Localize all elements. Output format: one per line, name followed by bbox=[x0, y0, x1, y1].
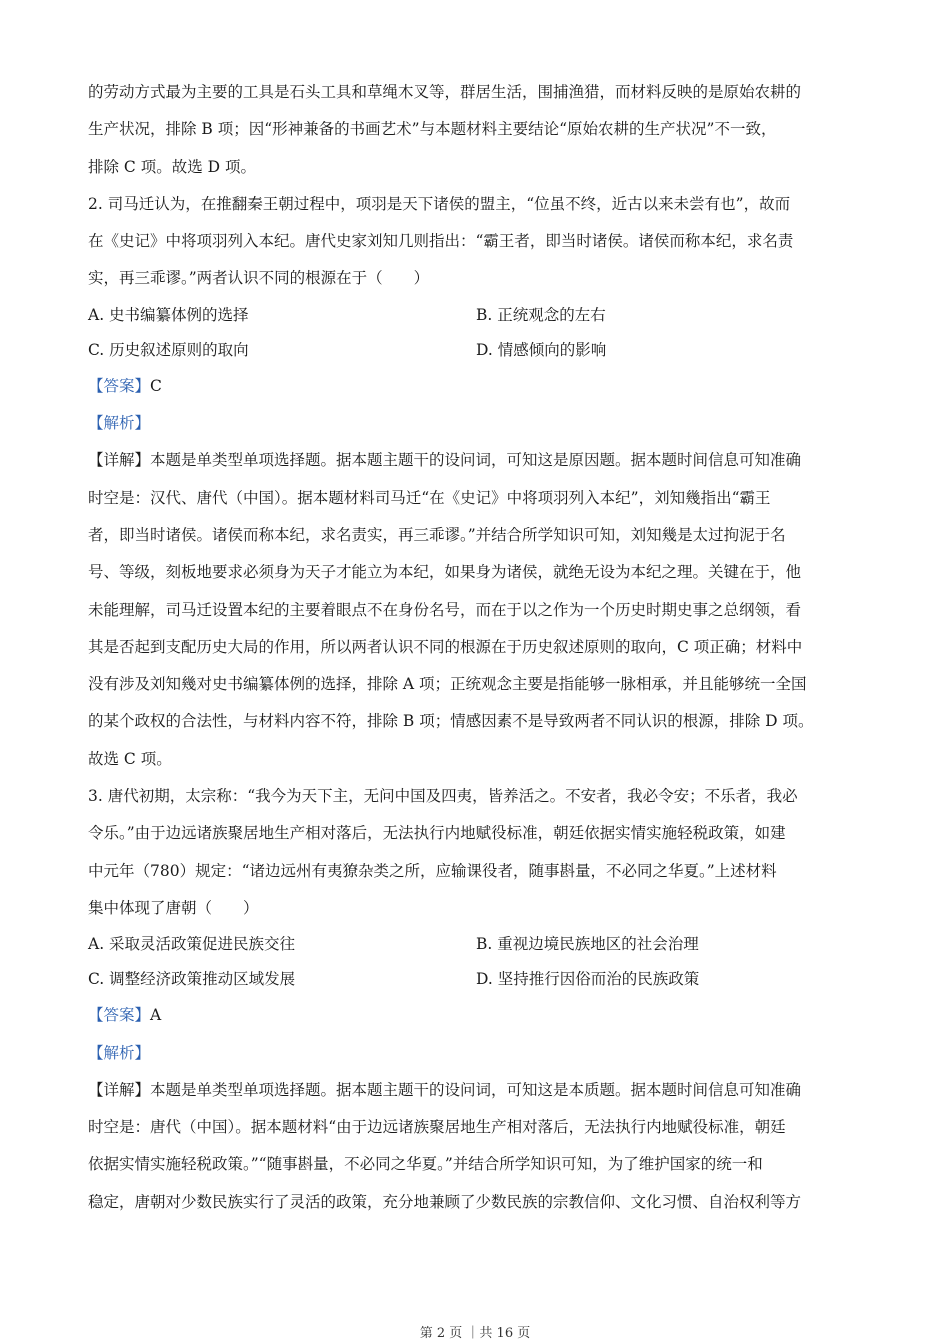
q3-option-d: D. 坚持推行因俗而治的民族政策 bbox=[476, 970, 700, 989]
q2-detail-line: 的某个政权的合法性，与材料内容不符，排除 B 项；情感因素不是导致两者不同认识的根源，排除 D 项。 bbox=[88, 712, 814, 731]
detail-tag: 【详解】 bbox=[88, 1080, 151, 1099]
intro-line: 排除 C 项。故选 D 项。 bbox=[88, 157, 256, 176]
q2-option-b: B. 正统观念的左右 bbox=[476, 305, 606, 324]
q2-options-row bbox=[88, 298, 860, 333]
q2-detail-line: 号、等级，刻板地要求必须身为天子才能立为本纪，如果身为诸侯，就绝无设为本纪之理。关键在于，他 bbox=[88, 563, 802, 582]
q3-options-row bbox=[88, 962, 860, 997]
q2-detail-line: 未能理解，司马迁设置本纪的主要着眼点不在身份名号，而在于以之作为一个历史时期史事之总纲领，看 bbox=[88, 600, 802, 619]
q2-detail-line: 其是否起到支配历史大局的作用，所以两者认识不同的根源在于历史叙述原则的取向，C 项正确；材料中 bbox=[88, 637, 803, 656]
q3-answer bbox=[88, 997, 860, 1034]
q2-answer bbox=[88, 368, 860, 405]
q3-detail-line bbox=[88, 1072, 860, 1109]
question-3 bbox=[88, 778, 860, 1221]
analysis-tag: 【解析】 bbox=[88, 1043, 151, 1062]
detail-text: 本题是单类型单项选择题。据本题主题干的设问词，可知这是本质题。据本题时间信息可知准确 bbox=[150, 1080, 802, 1099]
analysis-tag: 【解析】 bbox=[88, 414, 151, 433]
q2-option-a: A. 史书编纂体例的选择 bbox=[88, 305, 249, 324]
page-footer: 第 2 页 ｜共 16 页 bbox=[419, 1326, 531, 1341]
q2-detail-line: 故选 C 项。 bbox=[88, 749, 172, 768]
answer-value: A bbox=[150, 1006, 162, 1025]
q3-stem-line: 令乐。”由于边远诸族聚居地生产相对落后，无法执行内地赋役标准，朝廷依据实情实施轻税政策，如建 bbox=[88, 824, 786, 843]
intro-line: 生产状况，排除 B 项；因“形神兼备的书画艺术”与本题材料主要结论“原始农耕的生产状况”不一致， bbox=[88, 120, 777, 139]
q3-options-row bbox=[88, 927, 860, 962]
q3-detail-line: 稳定，唐朝对少数民族实行了灵活的政策，充分地兼顾了少数民族的宗教信仰、文化习惯、自治权利等方 bbox=[88, 1192, 802, 1211]
q3-option-c: C. 调整经济政策推动区域发展 bbox=[88, 970, 296, 989]
q2-detail-line: 时空是：汉代、唐代（中国）。据本题材料司马迁“在《史记》中将项羽列入本纪”，刘知幾指出“霸王 bbox=[88, 488, 771, 507]
q3-detail-line: 依据实情实施轻税政策。”“随事斟量，不必同之华夏。”并结合所学知识可知，为了维护国家的统一和 bbox=[88, 1155, 763, 1174]
detail-text: 本题是单类型单项选择题。据本题主题干的设问词，可知这是原因题。据本题时间信息可知准确 bbox=[150, 451, 802, 470]
detail-tag: 【详解】 bbox=[88, 451, 151, 470]
q2-stem-line: 在《史记》中将项羽列入本纪。唐代史家刘知几则指出：“霸王者，即当时诸侯。诸侯而称本纪，求名责 bbox=[88, 232, 794, 251]
q2-options-row bbox=[88, 333, 860, 368]
q2-detail-line: 者，即当时诸侯。诸侯而称本纪，求名责实，再三乖谬。”并结合所学知识可知，刘知幾是太过拘泥于名 bbox=[88, 525, 786, 544]
q3-option-b: B. 重视边境民族地区的社会治理 bbox=[476, 935, 699, 954]
q2-detail-line: 没有涉及刘知幾对史书编纂体例的选择，排除 A 项；正统观念主要是指能够一脉相承，并且能够统一全国 bbox=[88, 675, 807, 694]
q3-stem-line: 3. 唐代初期，太宗称：“我今为天下主，无问中国及四夷，皆养活之。不安者，我必令安；不乐者，我必 bbox=[88, 787, 798, 806]
q3-option-a: A. 采取灵活政策促进民族交往 bbox=[88, 935, 296, 954]
question-2 bbox=[88, 186, 860, 778]
answer-tag: 【答案】 bbox=[88, 1006, 151, 1025]
document-body bbox=[88, 74, 860, 1221]
q3-stem-line: 中元年（780）规定：“诸边远州有夷獠杂类之所，应输课役者，随事斟量，不必同之华夏。”上述材料 bbox=[88, 861, 777, 880]
intro-line: 的劳动方式最为主要的工具是石头工具和草绳木叉等，群居生活，围捕渔猎，而材料反映的是原始农耕的 bbox=[88, 83, 802, 101]
answer-tag: 【答案】 bbox=[88, 376, 151, 395]
q2-detail-line bbox=[88, 442, 860, 479]
q2-stem-line: 实，再三乖谬。”两者认识不同的根源在于（ ） bbox=[88, 269, 430, 288]
answer-value: C bbox=[150, 376, 162, 395]
q2-option-d: D. 情感倾向的影响 bbox=[476, 340, 607, 359]
q2-option-c: C. 历史叙述原则的取向 bbox=[88, 340, 249, 359]
q2-stem-line: 2. 司马迁认为，在推翻秦王朝过程中，项羽是天下诸侯的盟主，“位虽不终，近古以来未尝有也”，故而 bbox=[88, 194, 791, 213]
q3-detail-line: 时空是：唐代（中国）。据本题材料“由于边远诸族聚居地生产相对落后，无法执行内地赋役标准，朝廷 bbox=[88, 1118, 786, 1137]
q2-analysis bbox=[88, 405, 860, 442]
q3-stem-line: 集中体现了唐朝（ ） bbox=[88, 898, 259, 917]
q3-analysis bbox=[88, 1035, 860, 1072]
